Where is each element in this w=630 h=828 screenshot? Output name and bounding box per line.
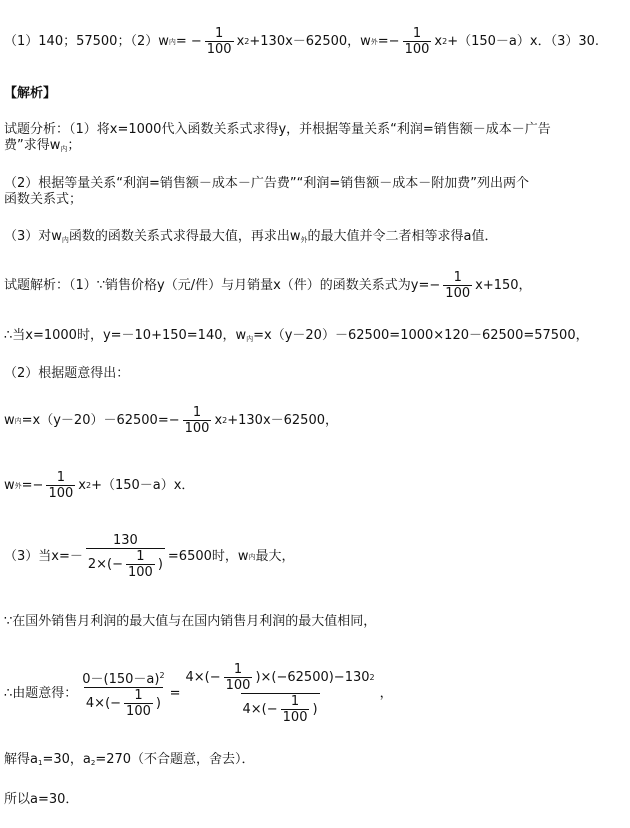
fraction-1-100: $\frac{1}{100}$ (126, 688, 151, 719)
analysis-line: （3）对$w_内$函数的函数关系式求得最大值，再求出$w_外$的最大值并令二者相等求得a值． (4, 229, 498, 244)
analysis-line: （2）根据等量关系“利润=销售额－成本－广告费”“利润=销售额－成本－附加费”列出两个 (4, 176, 529, 191)
right-fraction: 4×(− $\frac{1}{100}$ )×(−62500)−130 2 4×(− $\frac{1}{100}$ ) (185, 662, 375, 725)
fraction-1-100: $\frac{1}{100}$ (445, 270, 471, 301)
solution-line: （2）根据题意得出： (4, 366, 130, 381)
solution-line: 解得$a_1=30$，$a_2=270$（不合题意，舍去）． (4, 752, 255, 767)
subscript-wai: 外 (370, 37, 378, 46)
analysis-line: 费”求得$w_内$； (4, 138, 81, 153)
fraction-1-100: $\frac{1}{100}$ (404, 26, 430, 57)
solution-line: ∴当x=1000时，y=－10+150=140，$w_内=x(y-20)-62500=1000\times 120-62500=57500$， (4, 328, 589, 343)
solution-line: ∵在国外销售月利润的最大值与在国内销售月利润的最大值相同， (4, 614, 377, 629)
analysis-line: 函数关系式； (4, 192, 83, 207)
left-fraction: $0-(150-a)^2$ 4×(− $\frac{1}{100}$ ) (82, 671, 165, 719)
fraction-1-100: $\frac{1}{100}$ (225, 662, 251, 693)
fraction-1-100: $\frac{1}{100}$ (128, 549, 153, 580)
solution-line: w 外 =− $\frac{1}{100}$ x 2 +（150－a）x． (4, 470, 195, 501)
fraction-1-100: $\frac{1}{100}$ (282, 694, 308, 725)
fraction-1-100: $\frac{1}{100}$ (184, 405, 210, 436)
answer-text: （1）140；57500；（2）w (4, 33, 169, 49)
subscript-nei: 内 (168, 37, 176, 46)
solution-line: （3）当x=－ 130 2×(− $\frac{1}{100}$ ) =6500时，w 内 最大， (4, 533, 295, 580)
solution-line: 所以a=30． (4, 792, 79, 807)
vertex-fraction: 130 2×(− $\frac{1}{100}$ ) (87, 533, 163, 580)
solution-line: 试题解析：（1）∵销售价格y（元/件）与月销量x（件）的函数关系式为y=− $\frac{1}{100}$ x+150， (4, 270, 532, 301)
solution-line: w 内 =x（y－20）－62500=− $\frac{1}{100}$ x 2 +130x－62500， (4, 405, 338, 436)
section-heading: 【解析】 (4, 86, 57, 101)
solution-line: ∴由题意得： $0-(150-a)^2$ 4×(− $\frac{1}{100}$ ) = 4×(− $\frac{1}{100}$ )×(−62500)−130 2 4×(− $\frac{1}{100}$ ) ， (4, 662, 393, 725)
answer-line: （1）140；57500；（2）w 内 = − $\frac{1}{100}$ x 2 +130x－62500，w 外 =− $\frac{1}{100}$ x 2 +（150－a）x．（3）30. (4, 26, 600, 57)
analysis-line: 试题分析：（1）将x=1000代入函数关系式求得y，并根据等量关系“利润=销售额－成本－广告 (4, 122, 551, 137)
answer-text: = − (175, 33, 202, 49)
fraction-1-100: $\frac{1}{100}$ (48, 470, 74, 501)
fraction-1-100: $\frac{1}{100}$ (206, 26, 232, 57)
